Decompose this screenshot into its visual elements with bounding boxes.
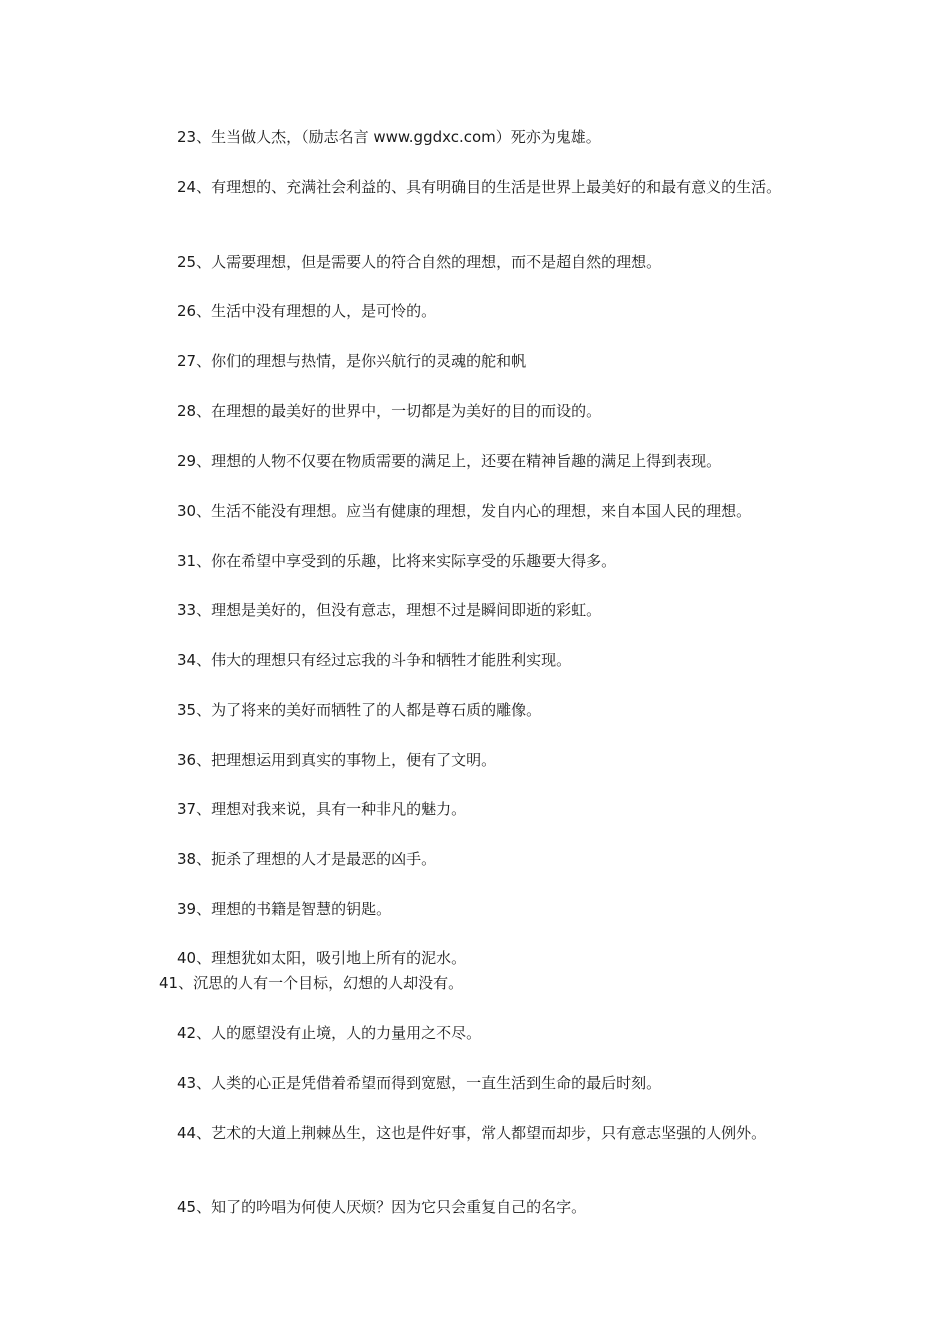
quote-23: 23、生当做人杰，（励志名言 www.ggdxc.com）死亦为鬼雄。 [177,128,601,146]
quote-37: 37、理想对我来说，具有一种非凡的魅力。 [177,800,467,818]
quote-42: 42、人的愿望没有止境，人的力量用之不尽。 [177,1024,482,1042]
quote-31: 31、你在希望中享受到的乐趣，比将来实际享受的乐趣要大得多。 [177,552,617,570]
quote-26: 26、生活中没有理想的人，是可怜的。 [177,302,437,320]
quote-45: 45、知了的吟唱为何使人厌烦？因为它只会重复自己的名字。 [177,1198,587,1216]
quote-35: 35、为了将来的美好而牺牲了的人都是尊石质的雕像。 [177,701,542,719]
quote-25: 25、人需要理想，但是需要人的符合自然的理想，而不是超自然的理想。 [177,253,662,271]
quote-41: 41、沉思的人有一个目标，幻想的人却没有。 [159,974,464,992]
quote-40: 40、理想犹如太阳，吸引地上所有的泥水。 [177,949,467,967]
quote-29: 29、理想的人物不仅要在物质需要的满足上，还要在精神旨趣的满足上得到表现。 [177,452,722,470]
quote-39: 39、理想的书籍是智慧的钥匙。 [177,900,392,918]
quote-36: 36、把理想运用到真实的事物上，便有了文明。 [177,751,497,769]
quote-33: 33、理想是美好的，但没有意志，理想不过是瞬间即逝的彩虹。 [177,601,602,619]
quote-27: 27、你们的理想与热情，是你兴航行的灵魂的舵和帆 [177,352,527,370]
quote-34: 34、伟大的理想只有经过忘我的斗争和牺牲才能胜利实现。 [177,651,572,669]
quote-28: 28、在理想的最美好的世界中，一切都是为美好的目的而设的。 [177,402,602,420]
quote-24: 24、有理想的、充满社会利益的、具有明确目的生活是世界上最美好的和最有意义的生活。 [177,178,782,196]
quote-44: 44、艺术的大道上荆棘丛生，这也是件好事，常人都望而却步，只有意志坚强的人例外。 [177,1124,767,1142]
quote-38: 38、扼杀了理想的人才是最恶的凶手。 [177,850,437,868]
quote-30: 30、生活不能没有理想。应当有健康的理想，发自内心的理想，来自本国人民的理想。 [177,502,752,520]
quote-43: 43、人类的心正是凭借着希望而得到宽慰，一直生活到生命的最后时刻。 [177,1074,662,1092]
